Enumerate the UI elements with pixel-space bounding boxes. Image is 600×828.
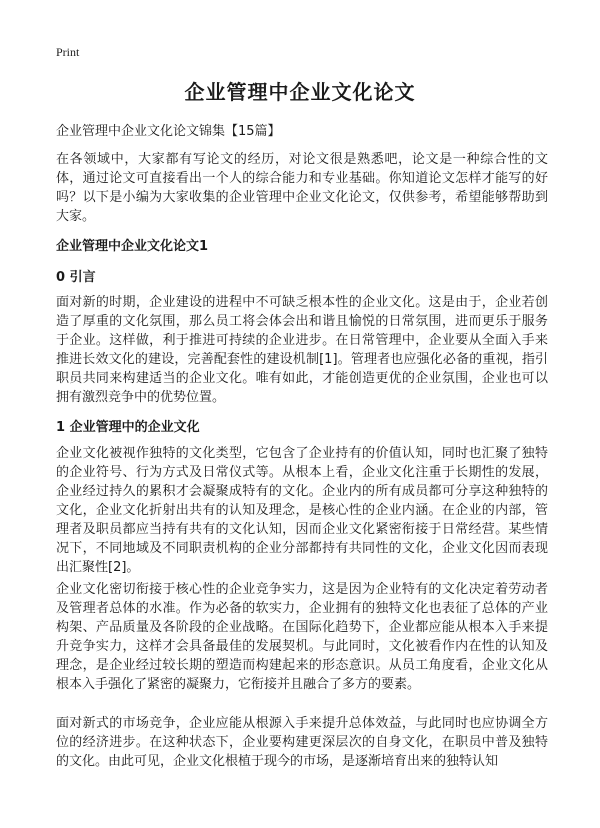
intro-paragraph: 在各领域中，大家都有写论文的经历，对论文很是熟悉吧，论文是一种综合性的文体，通过论文可直接看出一个人的综合能力和专业基础。你知道论文怎样才能写的好吗？以下是小编为大家收集的企业管理中企业文化论文，仅供参考，希望能够帮助到大家。 — [56, 152, 548, 224]
paragraph-culture-1: 企业文化被视作独特的文化类型，它包含了企业持有的价值认知，同时也汇聚了独特的企业符号、行为方式及日常仪式等。从根本上看，企业文化注重于长期性的发展，企业经过持久的累积才会凝聚成特有的文化。企业内的所有成员都可分享这种独特的文化，企业文化折射出共有的认知及理念，是核心性的企业内涵。在企业的内部，管理者及职员都应当持有共有的文化认知，因而企业文化紧密衔接于日常经营。某些情况下，不同地域及不同职责机构的企业分部都持有共同性的文化，企业文化因而表现出汇聚性[2]。 — [56, 446, 548, 575]
document-subtitle: 企业管理中企业文化论文锦集【15篇】 — [56, 124, 281, 139]
sub-heading-intro: 0 引言 — [56, 270, 96, 285]
paragraph-culture-2: 企业文化密切衔接于核心性的企业竞争实力，这是因为企业特有的文化决定着劳动者及管理者总体的水准。作为必备的软实力，企业拥有的独特文化也表征了总体的产业构架、产品质量及各阶段的企业战略。在国际化趋势下，企业都应能从根本入手来提升竞争实力，这样才会具备最佳的发展契机。与此同时，文化被看作内在性的认知及理念，是企业经过较长期的塑造而构建起来的形态意识。从员工角度看，企业文化从根本入手强化了紧密的凝聚力，它衔接并且融合了多方的要素。 — [56, 582, 548, 692]
print-link[interactable]: Print — [56, 45, 80, 59]
sub-heading-culture: 1 企业管理中的企业文化 — [56, 420, 200, 435]
page-title: 企业管理中企业文化论文 — [184, 80, 416, 104]
paragraph-culture-3: 面对新式的市场竞争，企业应能从根源入手来提升总体效益，与此同时也应协调全方位的经济进步。在这种状态下，企业要构建更深层次的自身文化，在职员中普及独特的文化。由此可见，企业文化根植于现今的市场，是逐渐培育出来的独特认知 — [56, 716, 548, 769]
section-heading: 企业管理中企业文化论文1 — [56, 239, 209, 254]
paragraph-intro: 面对新的时期，企业建设的进程中不可缺乏根本性的企业文化。这是由于，企业若创造了厚重的文化氛围，那么员工将会体会出和谐且愉悦的日常氛围，进而更乐于服务于企业。这样做，利于推进可持续的企业进步。在日常管理中，企业要从全面入手来推进长效文化的建设，完善配套性的建设机制[1]。管理者也应强化必备的重视，指引职员共同来构建适当的企业文化。唯有如此，才能创造更优的企业氛围，企业也可以拥有激烈竞争中的优势位置。 — [56, 295, 548, 405]
